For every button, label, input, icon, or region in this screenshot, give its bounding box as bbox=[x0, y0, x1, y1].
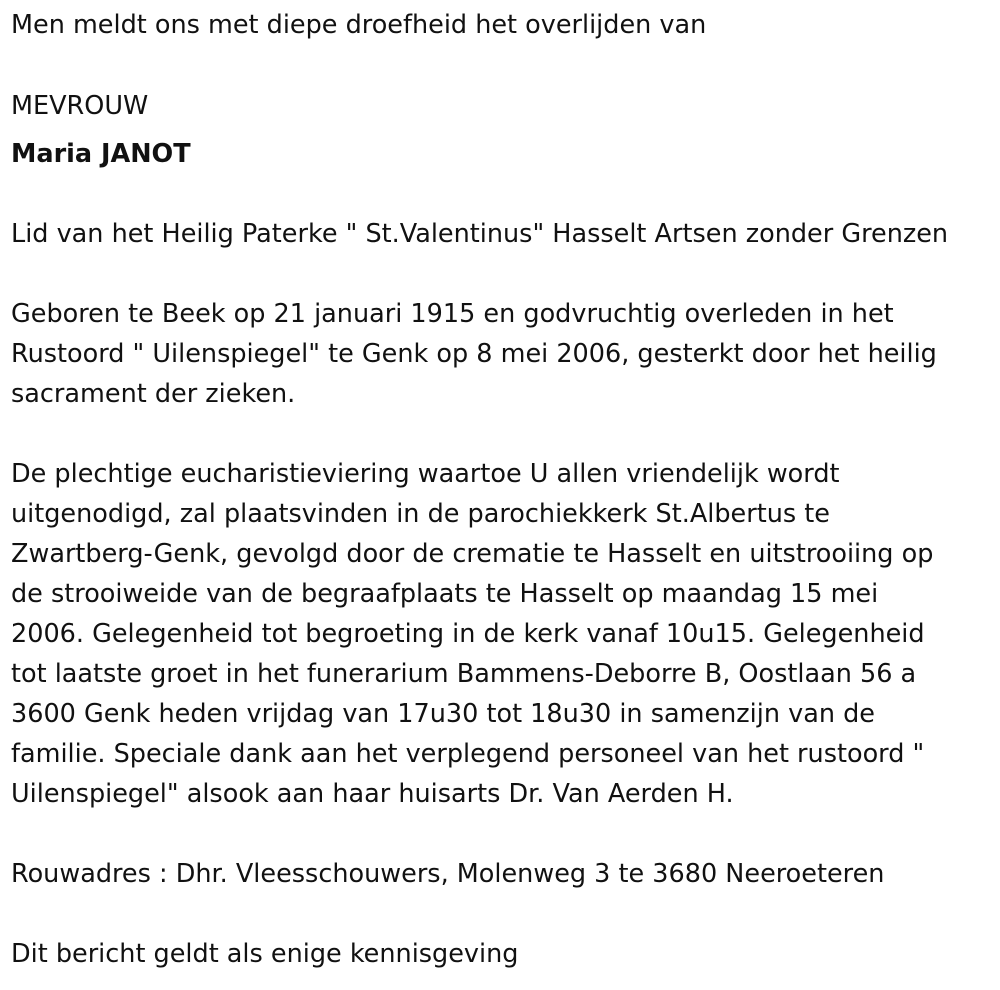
paragraph-line: De plechtige eucharistieviering waartoe U allen vriendelijk wordt bbox=[11, 459, 840, 489]
paragraph-line: uitgenodigd, zal plaatsvinden in de parochiekkerk St.Albertus te bbox=[11, 499, 830, 529]
intro-text: Men meldt ons met diepe droefheid het overlijden van bbox=[11, 10, 707, 40]
paragraph-line: Zwartberg-Genk, gevolgd door de crematie te Hasselt en uitstrooiing op bbox=[11, 539, 934, 569]
mourning-address: Rouwadres : Dhr. Vleesschouwers, Molenweg 3 te 3680 Neeroeteren bbox=[11, 859, 885, 889]
closing-text: Dit bericht geldt als enige kennisgeving bbox=[11, 939, 519, 969]
membership-text: Lid van het Heilig Paterke " St.Valentinus" Hasselt Artsen zonder Grenzen bbox=[11, 219, 949, 249]
paragraph-line: familie. Speciale dank aan het verplegend personeel van het rustoord " bbox=[11, 739, 925, 769]
deceased-name: Maria JANOT bbox=[11, 139, 191, 169]
paragraph-line: 2006. Gelegenheid tot begroeting in de kerk vanaf 10u15. Gelegenheid bbox=[11, 619, 925, 649]
paragraph-line: Rustoord " Uilenspiegel" te Genk op 8 mei 2006, gesterkt door het heilig bbox=[11, 339, 937, 369]
paragraph-line: tot laatste groet in het funerarium Bammens-Deborre B, Oostlaan 56 a bbox=[11, 659, 917, 689]
paragraph-line: 3600 Genk heden vrijdag van 17u30 tot 18u30 in samenzijn van de bbox=[11, 699, 875, 729]
honorific-title: MEVROUW bbox=[11, 91, 149, 121]
paragraph-line: de strooiweide van de begraafplaats te Hasselt op maandag 15 mei bbox=[11, 579, 879, 609]
paragraph-line: Geboren te Beek op 21 januari 1915 en godvruchtig overleden in het bbox=[11, 299, 894, 329]
paragraph-line: sacrament der zieken. bbox=[11, 379, 296, 409]
paragraph-line: Uilenspiegel" alsook aan haar huisarts Dr. Van Aerden H. bbox=[11, 779, 734, 809]
